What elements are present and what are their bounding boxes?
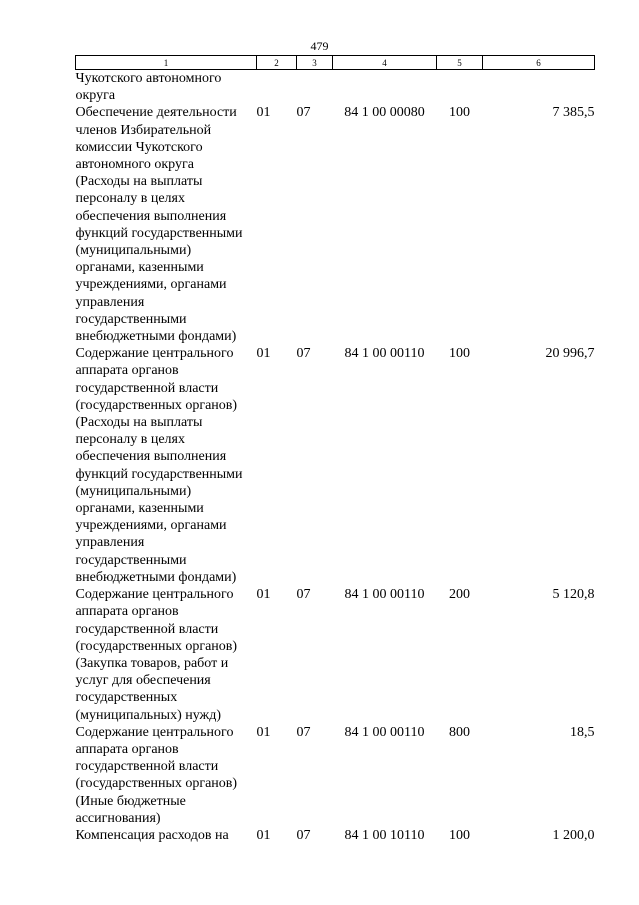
header-row xyxy=(76,56,595,70)
row-expense-type: 800 xyxy=(449,724,470,740)
row-amount: 1 200,0 xyxy=(552,827,595,843)
row-subsection: 07 xyxy=(296,827,311,843)
row-subsection xyxy=(297,70,333,105)
row-expense-type: 100 xyxy=(449,105,470,121)
row-section: 01 xyxy=(256,346,271,362)
row-target-code: 84 1 00 00110 xyxy=(344,346,425,362)
table-row xyxy=(76,724,595,827)
row-subsection: 07 xyxy=(296,724,311,740)
row-expense-type: 100 xyxy=(449,346,470,362)
row-subsection: 07 xyxy=(296,587,311,603)
row-target-code: 84 1 00 10110 xyxy=(344,827,425,843)
column-header-2: 2 xyxy=(257,56,297,70)
row-expense-type: 100 xyxy=(449,827,470,843)
column-header-3: 3 xyxy=(297,56,333,70)
row-name: Обеспечение деятельности членов Избирательной комиссии Чукотского автономного округа (Расходы на выплаты персоналу в целях обеспечения выполнения функций государственными (муниципальными) органами, казенными учреждениями, органами управления государственными внебюджетными фондами) xyxy=(75,105,243,345)
row-subsection: 07 xyxy=(296,105,311,121)
row-amount xyxy=(483,70,595,105)
row-amount: 18,5 xyxy=(570,724,595,740)
page-number: 479 xyxy=(310,39,329,53)
row-target-code: 84 1 00 00110 xyxy=(344,587,425,603)
row-target-code: 84 1 00 00080 xyxy=(344,105,425,121)
row-section xyxy=(257,70,297,105)
row-section: 01 xyxy=(256,105,271,121)
table-row xyxy=(76,827,595,844)
row-name: Содержание центрального аппарата органов государственной власти (государственных органов) (Закупка товаров, работ и услуг для обеспечения государственных (муниципальных) нужд) xyxy=(75,587,238,723)
row-amount: 20 996,7 xyxy=(545,346,595,362)
row-name: Чукотского автономного округа xyxy=(75,71,222,104)
row-name: Компенсация расходов на xyxy=(75,827,229,843)
row-expense-type: 200 xyxy=(449,587,470,603)
row-name: Содержание центрального аппарата органов государственной власти (государственных органов) (Иные бюджетные ассигнования) xyxy=(75,724,238,826)
column-header-6: 6 xyxy=(483,56,595,70)
table-row xyxy=(76,70,595,105)
row-target-code: 84 1 00 00110 xyxy=(344,724,425,740)
table-row xyxy=(76,345,595,586)
column-header-1: 1 xyxy=(76,56,257,70)
row-amount: 5 120,8 xyxy=(552,587,595,603)
row-target-code xyxy=(333,70,437,105)
row-name: Содержание центрального аппарата органов государственной власти (государственных органов) (Расходы на выплаты персоналу в целях обеспечения выполнения функций государственными (муниципальными) органами, казенными учреждениями, органами управления государственными внебюджетными фондами) xyxy=(75,346,243,585)
row-expense-type xyxy=(437,70,483,105)
budget-table xyxy=(75,55,595,844)
row-amount: 7 385,5 xyxy=(552,105,595,121)
table-row xyxy=(76,104,595,345)
row-section: 01 xyxy=(256,587,271,603)
row-section: 01 xyxy=(256,827,271,843)
table-row xyxy=(76,586,595,724)
column-header-5: 5 xyxy=(437,56,483,70)
row-section: 01 xyxy=(256,724,271,740)
column-header-4: 4 xyxy=(333,56,437,70)
row-subsection: 07 xyxy=(296,346,311,362)
